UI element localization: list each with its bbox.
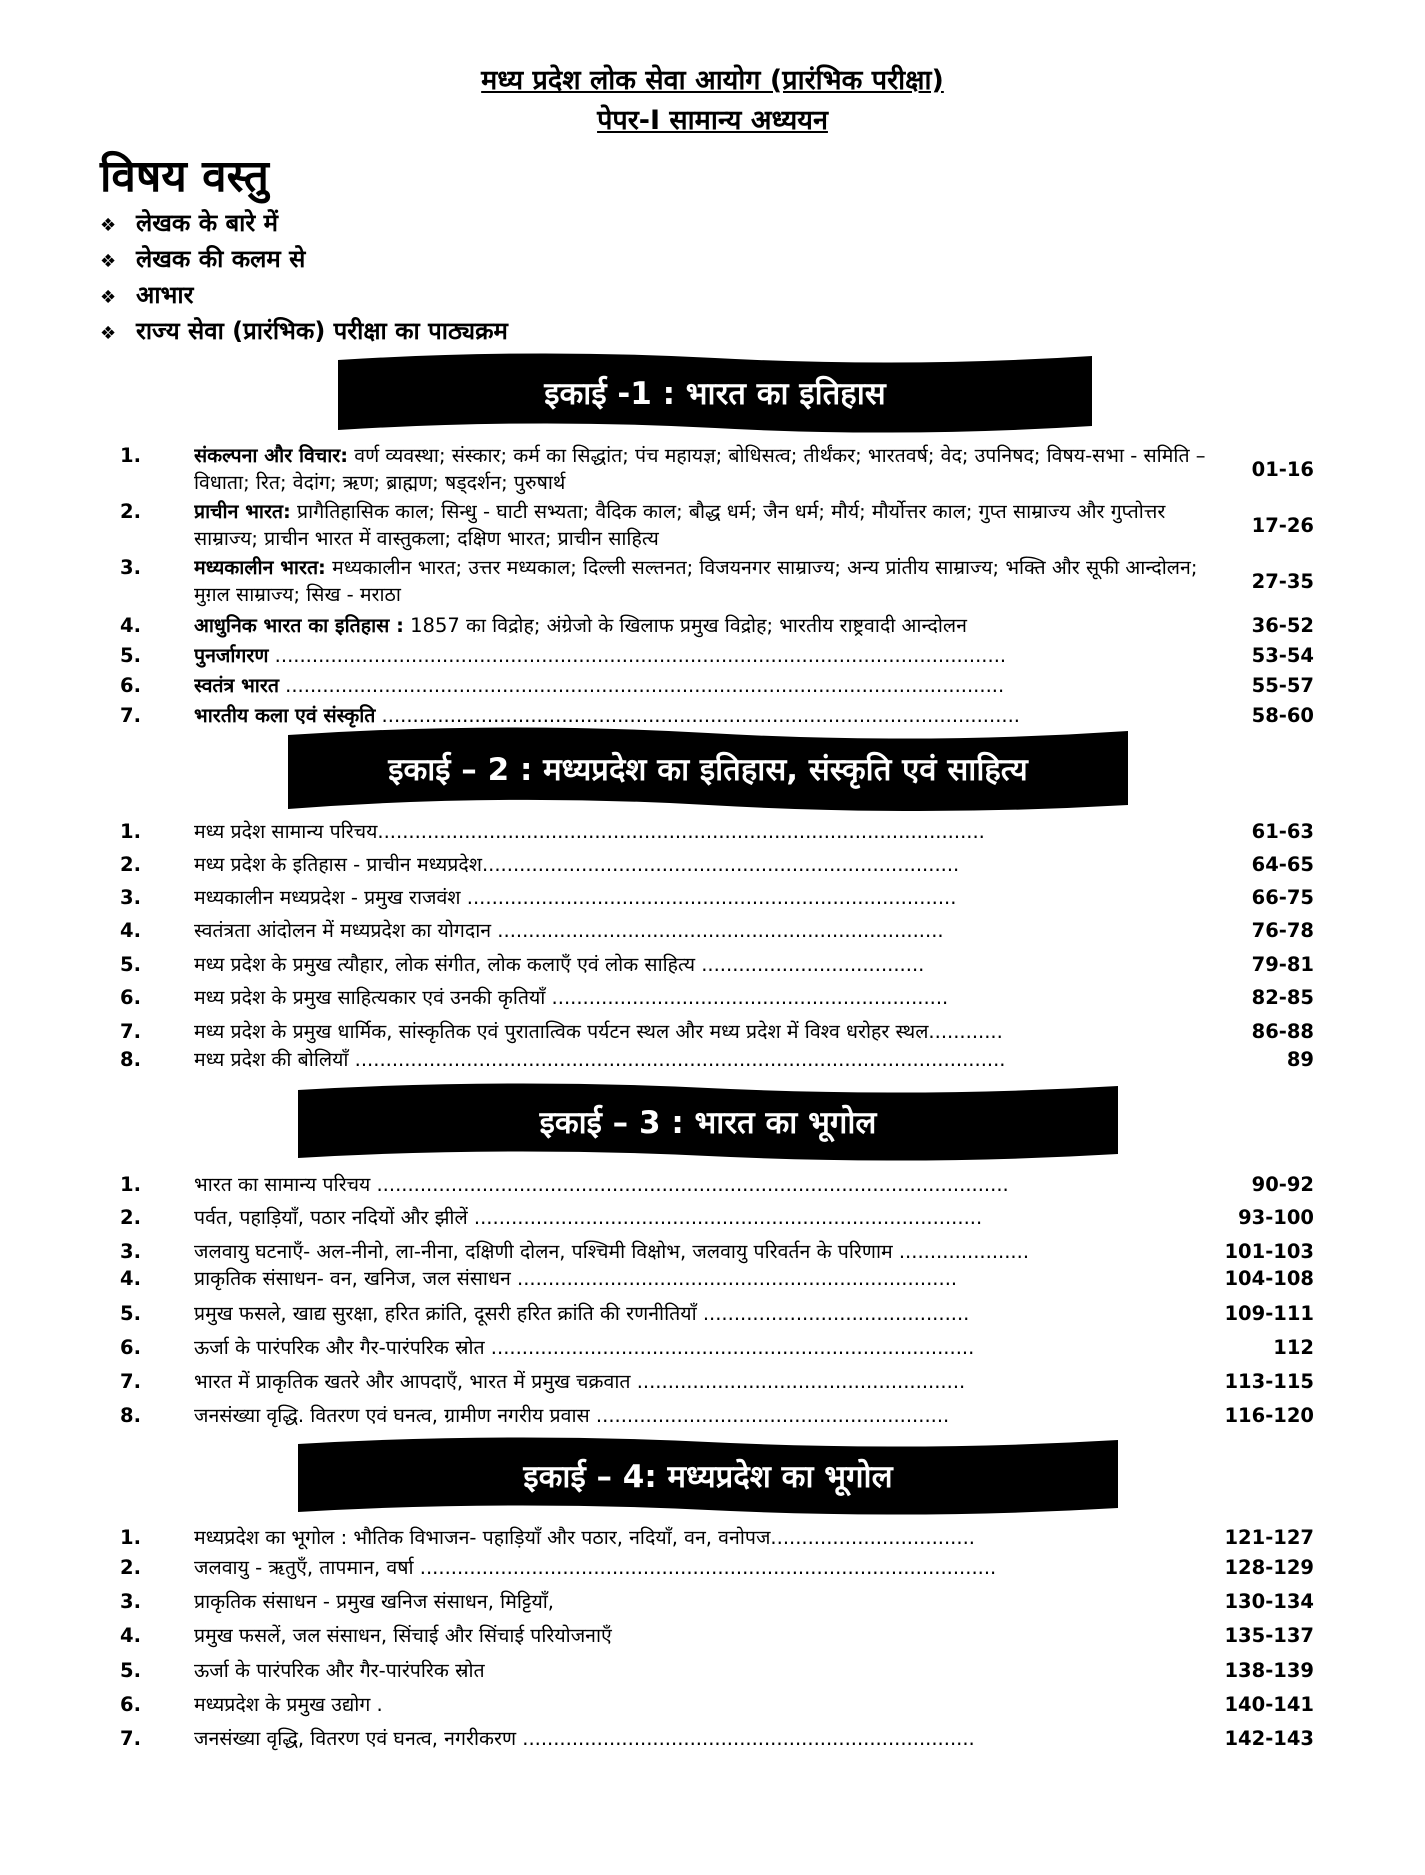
list-item[interactable]: 3. मध्यकालीन मध्यप्रदेश - प्रमुख राजवंश ............................................................................... 66-75 <box>120 886 1314 909</box>
list-item[interactable]: 3. प्राकृतिक संसाधन - प्रमुख खनिज संसाधन, मिट्टियाँ, 130-134 <box>120 1590 1314 1613</box>
front-matter-item[interactable]: ❖ लेखक के बारे में <box>100 205 508 241</box>
list-item[interactable]: 5. पुनर्जागरण ...................................................................................................................... 53-54 <box>120 644 1314 667</box>
paper-title: पेपर-I सामान्य अध्ययन <box>597 105 828 136</box>
list-item[interactable]: 6. मध्य प्रदेश के प्रमुख साहित्यकार एवं उनकी कृतियाँ ................................................................ 82-85 <box>120 986 1314 1009</box>
unit-4-title: इकाई – 4: मध्यप्रदेश का भूगोल <box>523 1459 893 1495</box>
list-item[interactable]: 7. जनसंख्या वृद्धि, वितरण एवं घनत्व, नगरीकरण ......................................................................... 142-143 <box>120 1727 1314 1750</box>
list-item[interactable]: 7. भारत में प्राकृतिक खतरे और आपदाएँ, भारत में प्रमुख चक्रवात ..................................................... 113-115 <box>120 1370 1314 1393</box>
bullet-diamond-icon: ❖ <box>100 323 117 344</box>
list-item[interactable]: 6. मध्यप्रदेश के प्रमुख उद्योग . 140-141 <box>120 1693 1314 1716</box>
bullet-diamond-icon: ❖ <box>100 251 117 272</box>
list-item[interactable]: 6. ऊर्जा के पारंपरिक और गैर-पारंपरिक स्रोत .............................................................................. 112 <box>120 1336 1314 1359</box>
unit-2-banner <box>288 725 1128 813</box>
list-item[interactable]: 2. प्राचीन भारत: प्रागैतिहासिक काल; सिन्धु - घाटी सभ्यता; वैदिक काल; बौद्ध धर्म; जैन धर्म; मौर्य; मौर्योत्तर काल; गुप्त साम्राज्य और गुप्तोत्तर साम्राज्य; प्राचीन भारत में वास्तुकला; दक्षिण भारत; प्राचीन साहित्य 17-26 <box>120 500 1314 550</box>
list-item[interactable]: 3. मध्यकालीन भारत: मध्यकालीन भारत; उत्तर मध्यकाल; दिल्ली सल्तनत; विजयनगर साम्राज्य; अन्य प्रांतीय साम्राज्य; भक्ति और सूफी आन्दोलन; मुग़ल साम्राज्य; सिख - मराठा 27-35 <box>120 556 1314 606</box>
list-item[interactable]: 3. जलवायु घटनाएँ- अल-नीनो, ला-नीना, दक्षिणी दोलन, पश्चिमी विक्षोभ, जलवायु परिवर्तन के परिणाम ..................... 101-103 <box>120 1240 1314 1263</box>
unit-1-banner <box>338 352 1092 434</box>
list-item[interactable]: 5. प्रमुख फसले, खाद्य सुरक्षा, हरित क्रांति, दूसरी हरित क्रांति की रणनीतियाँ ........................................... 109-111 <box>120 1302 1314 1325</box>
list-item[interactable]: 6. स्वतंत्र भारत .................................................................................................................... 55-57 <box>120 674 1314 697</box>
bullet-diamond-icon: ❖ <box>100 287 117 308</box>
front-matter-item[interactable]: ❖ लेखक की कलम से <box>100 241 508 277</box>
contents-heading: विषय वस्तु <box>100 151 269 202</box>
unit-3-banner <box>298 1082 1118 1162</box>
list-item[interactable]: 1. मध्य प्रदेश सामान्य परिचय.................................................................................................. 61-63 <box>120 820 1314 843</box>
unit-2-title: इकाई – 2 : मध्यप्रदेश का इतिहास, संस्कृति एवं साहित्य <box>388 752 1028 788</box>
bullet-diamond-icon: ❖ <box>100 215 117 236</box>
front-matter-list <box>100 205 508 349</box>
front-matter-item[interactable]: ❖ आभार <box>100 277 508 313</box>
unit-1-title: इकाई -1 : भारत का इतिहास <box>544 376 886 412</box>
list-item[interactable]: 8. जनसंख्या वृद्धि. वितरण एवं घनत्व, ग्रामीण नगरीय प्रवास ......................................................... 116-120 <box>120 1404 1314 1427</box>
list-item[interactable]: 2. जलवायु - ऋतुएँ, तापमान, वर्षा ............................................................................................. 128-129 <box>120 1556 1314 1579</box>
list-item[interactable]: 4. प्राकृतिक संसाधन- वन, खनिज, जल संसाधन ....................................................................... 104-108 <box>120 1267 1314 1290</box>
list-item[interactable]: 5. मध्य प्रदेश के प्रमुख त्यौहार, लोक संगीत, लोक कलाएँ एवं लोक साहित्य .................................... 79-81 <box>120 953 1314 976</box>
list-item[interactable]: 7. भारतीय कला एवं संस्कृति ....................................................................................................... 58-60 <box>120 704 1314 727</box>
list-item[interactable]: 4. प्रमुख फसलें, जल संसाधन, सिंचाई और सिंचाई परियोजनाएँ 135-137 <box>120 1624 1314 1647</box>
list-item[interactable]: 4. स्वतंत्रता आंदोलन में मध्यप्रदेश का योगदान ........................................................................ 76-78 <box>120 919 1314 942</box>
front-matter-item[interactable]: ❖ राज्य सेवा (प्रारंभिक) परीक्षा का पाठ्यक्रम <box>100 313 508 349</box>
exam-title: मध्य प्रदेश लोक सेवा आयोग (प्रारंभिक परीक्षा) <box>481 65 944 96</box>
list-item[interactable]: 1. मध्यप्रदेश का भूगोल : भौतिक विभाजन- पहाड़ियाँ और पठार, नदियाँ, वन, वनोपज................................. 121-127 <box>120 1526 1314 1549</box>
list-item[interactable]: 8. मध्य प्रदेश की बोलियाँ ......................................................................................................... 89 <box>120 1048 1314 1071</box>
list-item[interactable]: 1. भारत का सामान्य परिचय ...................................................................................................... 90-92 <box>120 1173 1314 1196</box>
list-item[interactable]: 2. पर्वत, पहाड़ियाँ, पठार नदियों और झीलें .................................................................................. 93-100 <box>120 1206 1314 1229</box>
unit-4-banner <box>298 1436 1118 1516</box>
list-item[interactable]: 7. मध्य प्रदेश के प्रमुख धार्मिक, सांस्कृतिक एवं पुरातात्विक पर्यटन स्थल और मध्य प्रदेश में विश्व धरोहर स्थल............ 86-88 <box>120 1020 1314 1043</box>
unit-3-title: इकाई – 3 : भारत का भूगोल <box>539 1105 877 1141</box>
list-item[interactable]: 4. आधुनिक भारत का इतिहास : 1857 का विद्रोह; अंग्रेजो के खिलाफ प्रमुख विद्रोह; भारतीय राष्ट्रवादी आन्दोलन 36-52 <box>120 614 1314 637</box>
list-item[interactable]: 1. संकल्पना और विचार: वर्ण व्यवस्था; संस्कार; कर्म का सिद्धांत; पंच महायज्ञ; बोधिसत्व; तीर्थंकर; भारतवर्ष; वेद; उपनिषद; विषय-सभा - समिति – विधाता; रित; वेदांग; ऋण; ब्राह्मण; षड्दर्शन; पुरुषार्थ 01-16 <box>120 444 1314 494</box>
list-item[interactable]: 2. मध्य प्रदेश के इतिहास - प्राचीन मध्यप्रदेश............................................................................. 64-65 <box>120 853 1314 876</box>
list-item[interactable]: 5. ऊर्जा के पारंपरिक और गैर-पारंपरिक स्रोत 138-139 <box>120 1659 1314 1682</box>
